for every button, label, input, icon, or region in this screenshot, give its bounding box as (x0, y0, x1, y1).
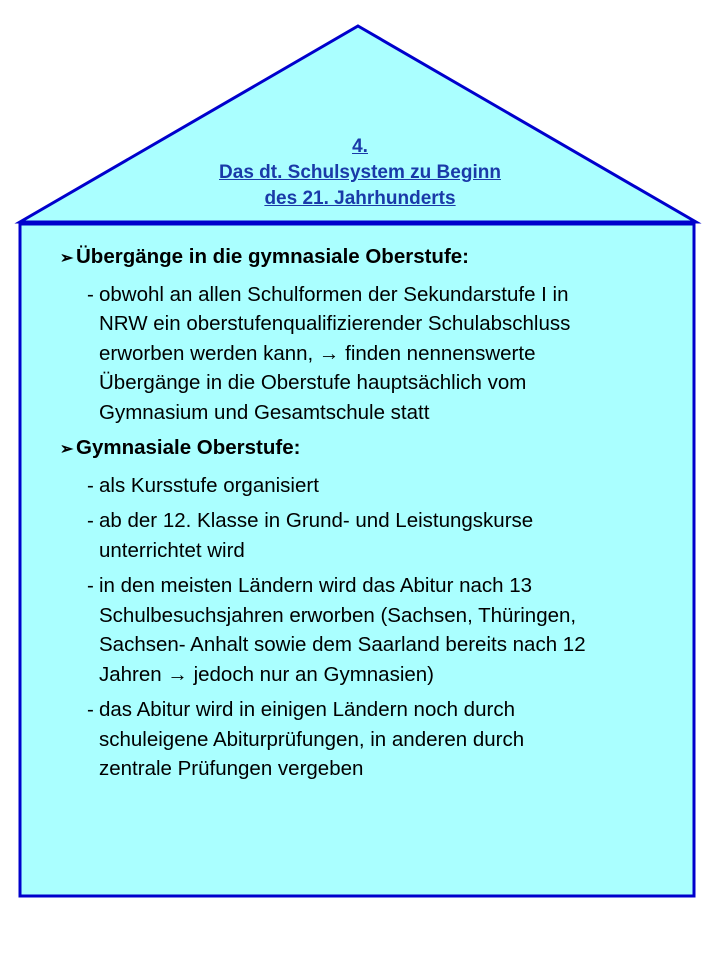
arrowhead-bullet-icon: ➢ (60, 441, 74, 458)
list-item (87, 471, 690, 501)
text-line: ab der 12. Klasse in Grund- und Leistungskurse (99, 509, 534, 532)
title-line-2: Das dt. Schulsystem zu Beginn (219, 162, 501, 183)
text-line: NRW ein oberstufenqualifizierender Schulabschluss (99, 312, 571, 335)
title-number: 4. (352, 136, 368, 157)
dash-marker: - (87, 574, 94, 597)
text-line: in den meisten Ländern wird das Abitur nach 13 (99, 574, 533, 597)
section-heading (60, 242, 690, 274)
list-item (87, 695, 690, 784)
dash-marker: - (87, 473, 94, 497)
dash-marker: - (87, 509, 94, 532)
text-line: das Abitur wird in einigen Ländern noch durch (99, 698, 515, 721)
text-line: zentrale Prüfungen vergeben (99, 757, 364, 780)
text-line: Gymnasium und Gesamtschule statt (99, 400, 430, 424)
text-line: Schulbesuchsjahren erworben (Sachsen, Thüringen, (99, 603, 577, 627)
text-line: erworben werden kann, → finden nennenswerte (99, 341, 536, 365)
list-item (87, 280, 690, 428)
text-line: schuleigene Abiturprüfungen, in anderen durch (99, 727, 525, 751)
arrowhead-bullet-icon: ➢ (60, 250, 74, 267)
text-line: Übergänge in die Oberstufe hauptsächlich vom (99, 371, 527, 394)
section-heading (60, 433, 690, 465)
section-heading-text: Übergänge in die gymnasiale Oberstufe: (76, 245, 470, 268)
dash-marker: - (87, 282, 94, 306)
text-line: Sachsen- Anhalt sowie dem Saarland bereits nach 12 (99, 633, 586, 656)
title-line-3: des 21. Jahrhunderts (264, 188, 456, 209)
list-item (87, 571, 690, 689)
dash-marker: - (87, 698, 94, 721)
page-title (140, 134, 580, 212)
section-heading-text: Gymnasiale Oberstufe: (76, 436, 301, 459)
text-line: als Kursstufe organisiert (99, 473, 319, 497)
text-line: Jahren → jedoch nur an Gymnasien) (99, 662, 435, 686)
content-area (60, 242, 690, 790)
list-item (87, 506, 690, 565)
text-line: obwohl an allen Schulformen der Sekundarstufe I in (99, 282, 569, 306)
text-line: unterrichtet wird (99, 538, 245, 562)
